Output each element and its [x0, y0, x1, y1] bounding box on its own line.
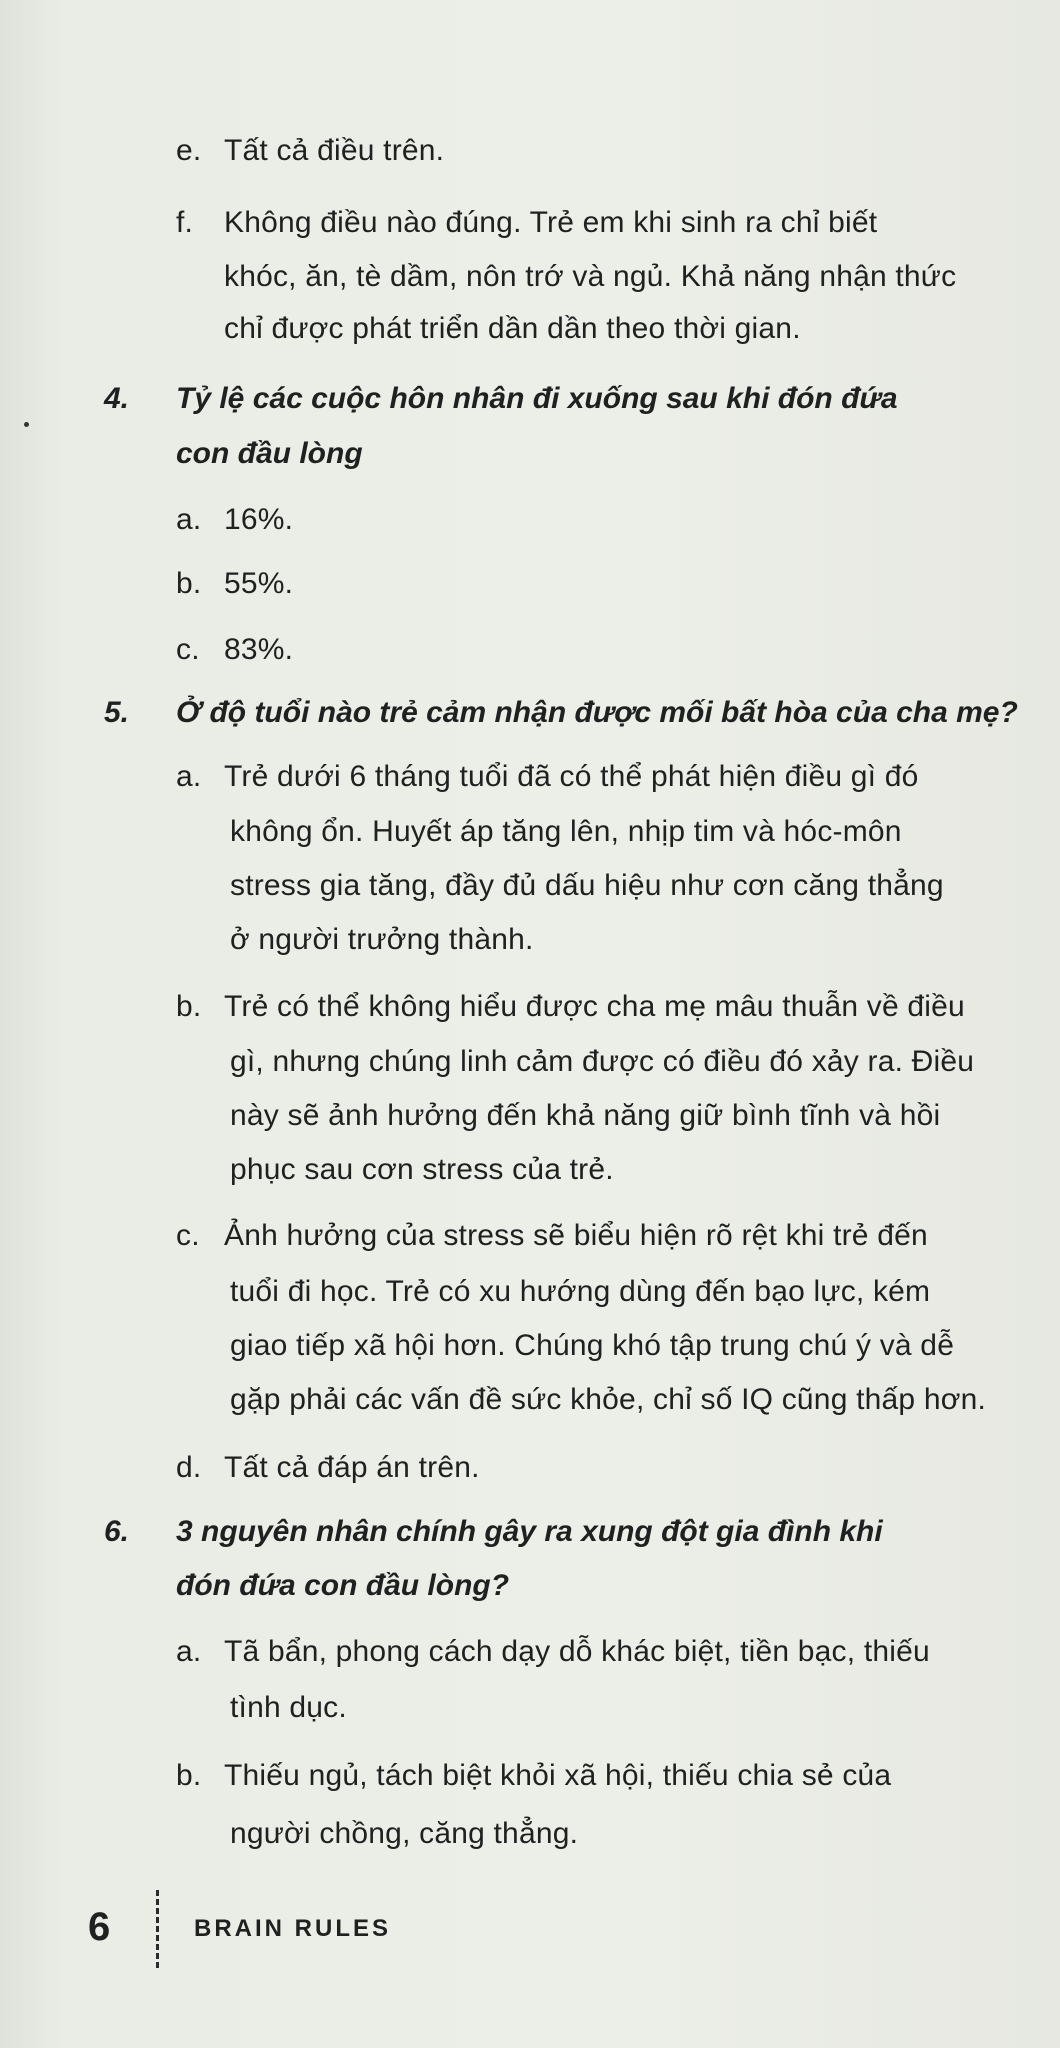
option-text: 16%.	[224, 503, 294, 536]
option-b	[176, 987, 965, 1027]
page-number: 6	[88, 1905, 111, 1949]
option-letter: b.	[176, 1759, 202, 1792]
option-d	[176, 1448, 480, 1488]
option-text-cont: giao tiếp xã hội hơn. Chúng khó tập trung chú ý và dễ	[230, 1329, 955, 1362]
option-b	[176, 1756, 891, 1796]
question-number: 4.	[104, 382, 130, 415]
option-text: Tã bẩn, phong cách dạy dỗ khác biệt, tiền bạc, thiếu	[224, 1635, 930, 1668]
option-text: Không điều nào đúng. Trẻ em khi sinh ra chỉ biết	[224, 206, 878, 239]
option-letter: a.	[176, 503, 202, 536]
question-text: 3 nguyên nhân chính gây ra xung đột gia đình khi	[176, 1515, 883, 1548]
question-6	[104, 1512, 883, 1552]
question-number: 6.	[104, 1515, 130, 1548]
option-text-cont: ở người trưởng thành.	[230, 923, 534, 956]
option-text-cont: người chồng, căng thẳng.	[230, 1817, 579, 1850]
option-text-cont: khóc, ăn, tè dầm, nôn trớ và ngủ. Khả năng nhận thức	[224, 260, 957, 293]
footer-divider	[156, 1890, 159, 1968]
option-a	[176, 500, 293, 540]
option-text: Tất cả điều trên.	[224, 134, 445, 167]
option-text: Tất cả đáp án trên.	[224, 1451, 480, 1484]
question-text-cont: con đầu lòng	[176, 437, 363, 470]
question-4	[104, 379, 898, 419]
option-letter: d.	[176, 1451, 202, 1484]
option-a	[176, 1632, 930, 1672]
option-a	[176, 757, 919, 797]
option-b	[176, 564, 293, 604]
option-text-cont: tuổi đi học. Trẻ có xu hướng dùng đến bạo lực, kém	[230, 1275, 931, 1308]
option-c	[176, 630, 293, 670]
option-text-cont: gặp phải các vấn đề sức khỏe, chỉ số IQ cũng thấp hơn.	[230, 1383, 987, 1416]
option-text-cont: này sẽ ảnh hưởng đến khả năng giữ bình tĩnh và hồi	[230, 1099, 941, 1132]
option-letter: c.	[176, 633, 200, 666]
option-f	[176, 203, 877, 243]
book-title: BRAIN RULES	[194, 1915, 392, 1942]
question-text: Ở độ tuổi nào trẻ cảm nhận được mối bất hòa của cha mẹ?	[176, 696, 1018, 729]
option-letter: b.	[176, 567, 202, 600]
option-letter: a.	[176, 1635, 202, 1668]
option-letter: c.	[176, 1219, 200, 1252]
option-c	[176, 1216, 928, 1256]
option-text-cont: chỉ được phát triển dần dần theo thời gian.	[224, 312, 801, 345]
option-letter: b.	[176, 990, 202, 1023]
option-letter: f.	[176, 206, 194, 239]
option-text-cont: tình dục.	[230, 1691, 347, 1724]
question-5	[104, 693, 1018, 733]
option-text-cont: không ổn. Huyết áp tăng lên, nhịp tim và hóc-môn	[230, 815, 902, 848]
option-text-cont: stress gia tăng, đầy đủ dấu hiệu như cơn căng thẳng	[230, 869, 944, 902]
question-number: 5.	[104, 696, 130, 729]
option-text: 55%.	[224, 567, 294, 600]
option-text: 83%.	[224, 633, 294, 666]
option-text-cont: gì, nhưng chúng linh cảm được có điều đó xảy ra. Điều	[230, 1045, 975, 1078]
option-text-cont: phục sau cơn stress của trẻ.	[230, 1153, 614, 1186]
question-text: Tỷ lệ các cuộc hôn nhân đi xuống sau khi đón đứa	[176, 382, 898, 415]
option-e	[176, 131, 444, 171]
option-letter: a.	[176, 760, 202, 793]
question-text-cont: đón đứa con đầu lòng?	[176, 1569, 510, 1602]
margin-mark	[24, 422, 29, 427]
option-text: Ảnh hưởng của stress sẽ biểu hiện rõ rệt khi trẻ đến	[224, 1219, 928, 1252]
option-text: Trẻ có thể không hiểu được cha mẹ mâu thuẫn về điều	[224, 990, 965, 1023]
option-text: Thiếu ngủ, tách biệt khỏi xã hội, thiếu chia sẻ của	[224, 1759, 892, 1792]
option-letter: e.	[176, 134, 202, 167]
option-text: Trẻ dưới 6 tháng tuổi đã có thể phát hiện điều gì đó	[224, 760, 919, 793]
